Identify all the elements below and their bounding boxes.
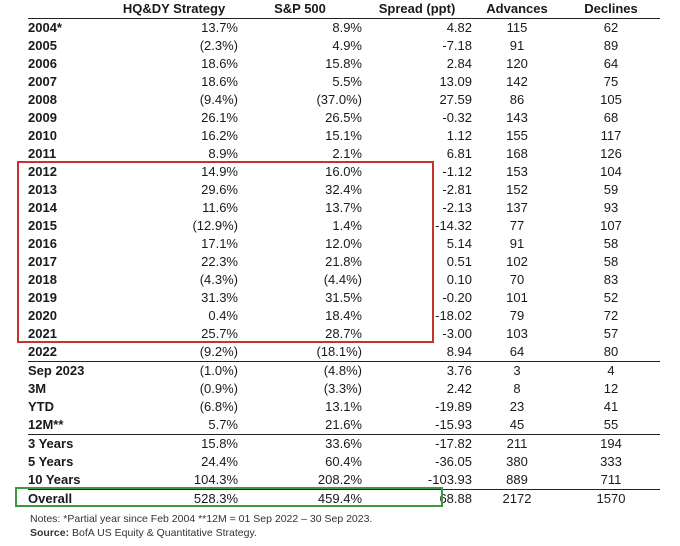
cell-advances: 155 xyxy=(506,128,528,143)
cell-spread: -17.82 xyxy=(435,436,472,451)
cell-advances: 91 xyxy=(509,236,525,251)
table-row xyxy=(28,416,660,435)
cell-advances: 45 xyxy=(472,416,562,435)
cell-spread: 13.09 xyxy=(439,74,472,89)
cell-sp500-return: 18.4% xyxy=(325,308,362,323)
cell-sp500-return: (4.8%) xyxy=(323,363,362,378)
table-row xyxy=(28,307,660,325)
cell-advances: 2172 xyxy=(502,491,532,506)
cell-hq-dy-return: 26.1% xyxy=(201,110,238,125)
table-row xyxy=(28,217,660,235)
cell-sp500-return: 13.1% xyxy=(325,399,362,414)
cell-advances: 137 xyxy=(506,200,528,215)
row-label: 2020 xyxy=(28,308,57,323)
cell-sp500-return: 28.7% xyxy=(325,326,362,341)
cell-declines: 4 xyxy=(607,363,615,378)
row-label: 2014 xyxy=(28,200,57,215)
cell-advances: 103 xyxy=(506,326,528,341)
cell-declines: 75 xyxy=(603,74,619,89)
cell-hq-dy-return: 22.3% xyxy=(201,254,238,269)
cell-advances: 120 xyxy=(506,56,528,71)
cell-sp500-return: 208.2% xyxy=(238,471,362,490)
cell-advances: 86 xyxy=(509,92,525,107)
performance-table xyxy=(28,0,660,508)
cell-declines: 117 xyxy=(600,128,622,143)
source-label: Source: xyxy=(30,527,70,539)
cell-hq-dy-return: 11.6% xyxy=(202,200,238,215)
cell-hq-dy-return: 16.2% xyxy=(201,128,238,143)
cell-declines: 41 xyxy=(603,399,619,414)
cell-declines: 58 xyxy=(603,236,619,251)
row-label: 5 Years xyxy=(28,454,74,469)
cell-spread: -0.32 xyxy=(442,110,472,125)
cell-advances: 211 xyxy=(506,436,528,451)
cell-spread: 68.88 xyxy=(439,491,472,506)
cell-hq-dy-return: 18.6% xyxy=(201,56,238,71)
cell-declines: 80 xyxy=(562,343,660,362)
cell-hq-dy-return: 5.7% xyxy=(110,416,238,435)
cell-hq-dy-return: 14.9% xyxy=(201,164,238,179)
cell-declines: 126 xyxy=(600,146,622,161)
cell-hq-dy-return: 0.4% xyxy=(208,308,238,323)
cell-declines: 58 xyxy=(603,254,619,269)
cell-hq-dy-return: (2.3%) xyxy=(199,38,238,53)
table-row xyxy=(28,235,660,253)
cell-declines: 68 xyxy=(603,110,619,125)
cell-declines: 711 xyxy=(562,471,660,490)
table-row xyxy=(28,362,660,381)
table-row xyxy=(28,490,660,509)
cell-spread: 3.76 xyxy=(446,363,472,378)
cell-sp500-return: 13.7% xyxy=(325,200,362,215)
cell-declines: 105 xyxy=(600,92,622,107)
cell-spread: -14.32 xyxy=(435,218,472,233)
cell-hq-dy-return: (6.8%) xyxy=(199,399,238,414)
cell-advances: 152 xyxy=(506,182,528,197)
cell-advances: 889 xyxy=(472,471,562,490)
cell-advances: 143 xyxy=(506,110,528,125)
row-label: 2007 xyxy=(28,74,57,89)
cell-spread: 8.94 xyxy=(362,343,472,362)
cell-advances: 153 xyxy=(506,164,528,179)
row-label: 2018 xyxy=(28,272,57,287)
cell-hq-dy-return: 18.6% xyxy=(201,74,238,89)
cell-advances: 102 xyxy=(506,254,528,269)
row-label: YTD xyxy=(28,399,54,414)
cell-declines: 194 xyxy=(600,436,622,451)
source-line xyxy=(30,526,372,540)
table-row xyxy=(28,343,660,362)
table-row xyxy=(28,471,660,490)
cell-sp500-return: (18.1%) xyxy=(238,343,362,362)
cell-spread: -18.02 xyxy=(435,308,472,323)
table-row xyxy=(28,453,660,471)
cell-advances: 77 xyxy=(509,218,525,233)
cell-spread: 2.42 xyxy=(446,381,472,396)
cell-hq-dy-return: 528.3% xyxy=(193,491,238,506)
cell-hq-dy-return: 104.3% xyxy=(110,471,238,490)
cell-declines: 52 xyxy=(603,290,619,305)
table-row xyxy=(28,253,660,271)
row-label: 2011 xyxy=(28,146,57,161)
cell-advances: 101 xyxy=(506,290,528,305)
row-label: 2004* xyxy=(28,20,62,35)
cell-spread: -7.18 xyxy=(442,38,472,53)
cell-sp500-return: 459.4% xyxy=(317,491,362,506)
cell-hq-dy-return: (9.2%) xyxy=(110,343,238,362)
cell-sp500-return: 2.1% xyxy=(332,146,362,161)
cell-spread: -0.20 xyxy=(442,290,472,305)
cell-hq-dy-return: (0.9%) xyxy=(199,381,238,396)
cell-spread: 5.14 xyxy=(446,236,472,251)
cell-sp500-return: 15.1% xyxy=(325,128,362,143)
cell-hq-dy-return: (9.4%) xyxy=(199,92,238,107)
table-row xyxy=(28,289,660,307)
header-year xyxy=(28,0,110,19)
cell-declines: 333 xyxy=(600,454,622,469)
cell-declines: 83 xyxy=(603,272,619,287)
header-hq-dy-strategy: HQ&DY Strategy xyxy=(110,0,238,19)
row-label: 2006 xyxy=(28,56,57,71)
cell-advances: 115 xyxy=(506,20,528,35)
cell-sp500-return: 32.4% xyxy=(325,182,362,197)
cell-advances: 91 xyxy=(509,38,525,53)
table-row xyxy=(28,435,660,454)
cell-advances: 142 xyxy=(506,74,528,89)
row-label: Overall xyxy=(28,491,73,506)
cell-spread: -2.13 xyxy=(442,200,472,215)
cell-declines: 59 xyxy=(603,182,619,197)
cell-advances: 380 xyxy=(506,454,528,469)
row-label: 3M xyxy=(28,381,47,396)
cell-sp500-return: 33.6% xyxy=(325,436,362,451)
cell-hq-dy-return: 25.7% xyxy=(201,326,238,341)
table-row xyxy=(28,109,660,127)
header-declines: Declines xyxy=(562,0,660,19)
cell-hq-dy-return: 29.6% xyxy=(201,182,238,197)
header-advances: Advances xyxy=(472,0,562,19)
cell-hq-dy-return: 24.4% xyxy=(201,454,238,469)
table-row xyxy=(28,380,660,398)
cell-hq-dy-return: (12.9%) xyxy=(192,218,238,233)
table-body xyxy=(28,19,660,509)
table-row xyxy=(28,199,660,217)
row-label: 2005 xyxy=(28,38,57,53)
row-label: 2021 xyxy=(28,326,57,341)
cell-advances: 79 xyxy=(509,308,525,323)
cell-declines: 89 xyxy=(603,38,619,53)
cell-sp500-return: 21.8% xyxy=(325,254,362,269)
cell-declines: 64 xyxy=(603,56,619,71)
row-label: 12M** xyxy=(28,416,110,435)
cell-advances: 23 xyxy=(509,399,525,414)
row-label: 2010 xyxy=(28,128,57,143)
table-row xyxy=(28,271,660,289)
row-label: 2012 xyxy=(28,164,57,179)
row-label: 2019 xyxy=(28,290,57,305)
cell-hq-dy-return: 15.8% xyxy=(201,436,238,451)
cell-spread: 0.51 xyxy=(446,254,472,269)
cell-spread: 2.84 xyxy=(446,56,472,71)
cell-spread: -3.00 xyxy=(442,326,472,341)
cell-sp500-return: (3.3%) xyxy=(323,381,362,396)
table-row xyxy=(28,181,660,199)
cell-advances: 3 xyxy=(513,363,521,378)
row-label: 2013 xyxy=(28,182,57,197)
cell-declines: 12 xyxy=(603,381,619,396)
table-row xyxy=(28,37,660,55)
cell-hq-dy-return: (4.3%) xyxy=(199,272,238,287)
cell-sp500-return: 12.0% xyxy=(325,236,362,251)
cell-spread: 4.82 xyxy=(446,20,472,35)
cell-spread: -1.12 xyxy=(442,164,472,179)
table-row xyxy=(28,398,660,416)
table-row xyxy=(28,145,660,163)
cell-hq-dy-return: 8.9% xyxy=(208,146,238,161)
row-label: 3 Years xyxy=(28,436,74,451)
cell-declines: 57 xyxy=(603,326,619,341)
notes-text: Notes: *Partial year since Feb 2004 **12M = 01 Sep 2022 – 30 Sep 2023. xyxy=(30,513,373,525)
source-text: BofA US Equity & Quantitative Strategy. xyxy=(72,527,257,539)
cell-spread: 6.81 xyxy=(446,146,472,161)
cell-sp500-return: 1.4% xyxy=(332,218,362,233)
cell-advances: 70 xyxy=(509,272,525,287)
table-row xyxy=(28,163,660,181)
cell-spread: -19.89 xyxy=(435,399,472,414)
cell-sp500-return: 15.8% xyxy=(325,56,362,71)
cell-sp500-return: 60.4% xyxy=(325,454,362,469)
table-row xyxy=(28,325,660,343)
header-sp500: S&P 500 xyxy=(238,0,362,19)
cell-hq-dy-return: (1.0%) xyxy=(199,363,238,378)
cell-sp500-return: 26.5% xyxy=(325,110,362,125)
cell-hq-dy-return: 31.3% xyxy=(201,290,238,305)
table-row xyxy=(28,19,660,38)
cell-sp500-return: 8.9% xyxy=(332,20,362,35)
cell-hq-dy-return: 13.7% xyxy=(201,20,238,35)
cell-declines: 72 xyxy=(603,308,619,323)
cell-spread: -103.93 xyxy=(362,471,472,490)
cell-spread: -2.81 xyxy=(442,182,472,197)
cell-sp500-return: 21.6% xyxy=(238,416,362,435)
cell-spread: 0.10 xyxy=(446,272,472,287)
cell-declines: 1570 xyxy=(596,491,626,506)
cell-sp500-return: (37.0%) xyxy=(316,92,362,107)
cell-declines: 93 xyxy=(603,200,619,215)
cell-declines: 55 xyxy=(562,416,660,435)
cell-sp500-return: 31.5% xyxy=(325,290,362,305)
cell-spread: -15.93 xyxy=(362,416,472,435)
table-row xyxy=(28,127,660,145)
cell-sp500-return: 16.0% xyxy=(325,164,362,179)
cell-advances: 64 xyxy=(472,343,562,362)
cell-declines: 104 xyxy=(600,164,622,179)
cell-advances: 168 xyxy=(506,146,528,161)
row-label: 2008 xyxy=(28,92,57,107)
cell-sp500-return: 5.5% xyxy=(332,74,362,89)
table-row xyxy=(28,91,660,109)
row-label: 2009 xyxy=(28,110,57,125)
row-label: 2015 xyxy=(28,218,57,233)
cell-spread: -36.05 xyxy=(435,454,472,469)
row-label: 2022 xyxy=(28,343,110,362)
row-label: Sep 2023 xyxy=(28,363,85,378)
header-spread: Spread (ppt) xyxy=(362,0,472,19)
row-label: 2017 xyxy=(28,254,57,269)
table-header xyxy=(28,0,660,19)
cell-declines: 107 xyxy=(600,218,622,233)
table-row xyxy=(28,73,660,91)
cell-spread: 1.12 xyxy=(446,128,472,143)
cell-sp500-return: 4.9% xyxy=(332,38,362,53)
table-row xyxy=(28,55,660,73)
row-label: 10 Years xyxy=(28,471,110,490)
row-label: 2016 xyxy=(28,236,57,251)
cell-spread: 27.59 xyxy=(439,92,472,107)
cell-hq-dy-return: 17.1% xyxy=(201,236,238,251)
footnotes xyxy=(30,512,372,540)
cell-advances: 8 xyxy=(513,381,521,396)
cell-sp500-return: (4.4%) xyxy=(323,272,362,287)
cell-declines: 62 xyxy=(603,20,619,35)
